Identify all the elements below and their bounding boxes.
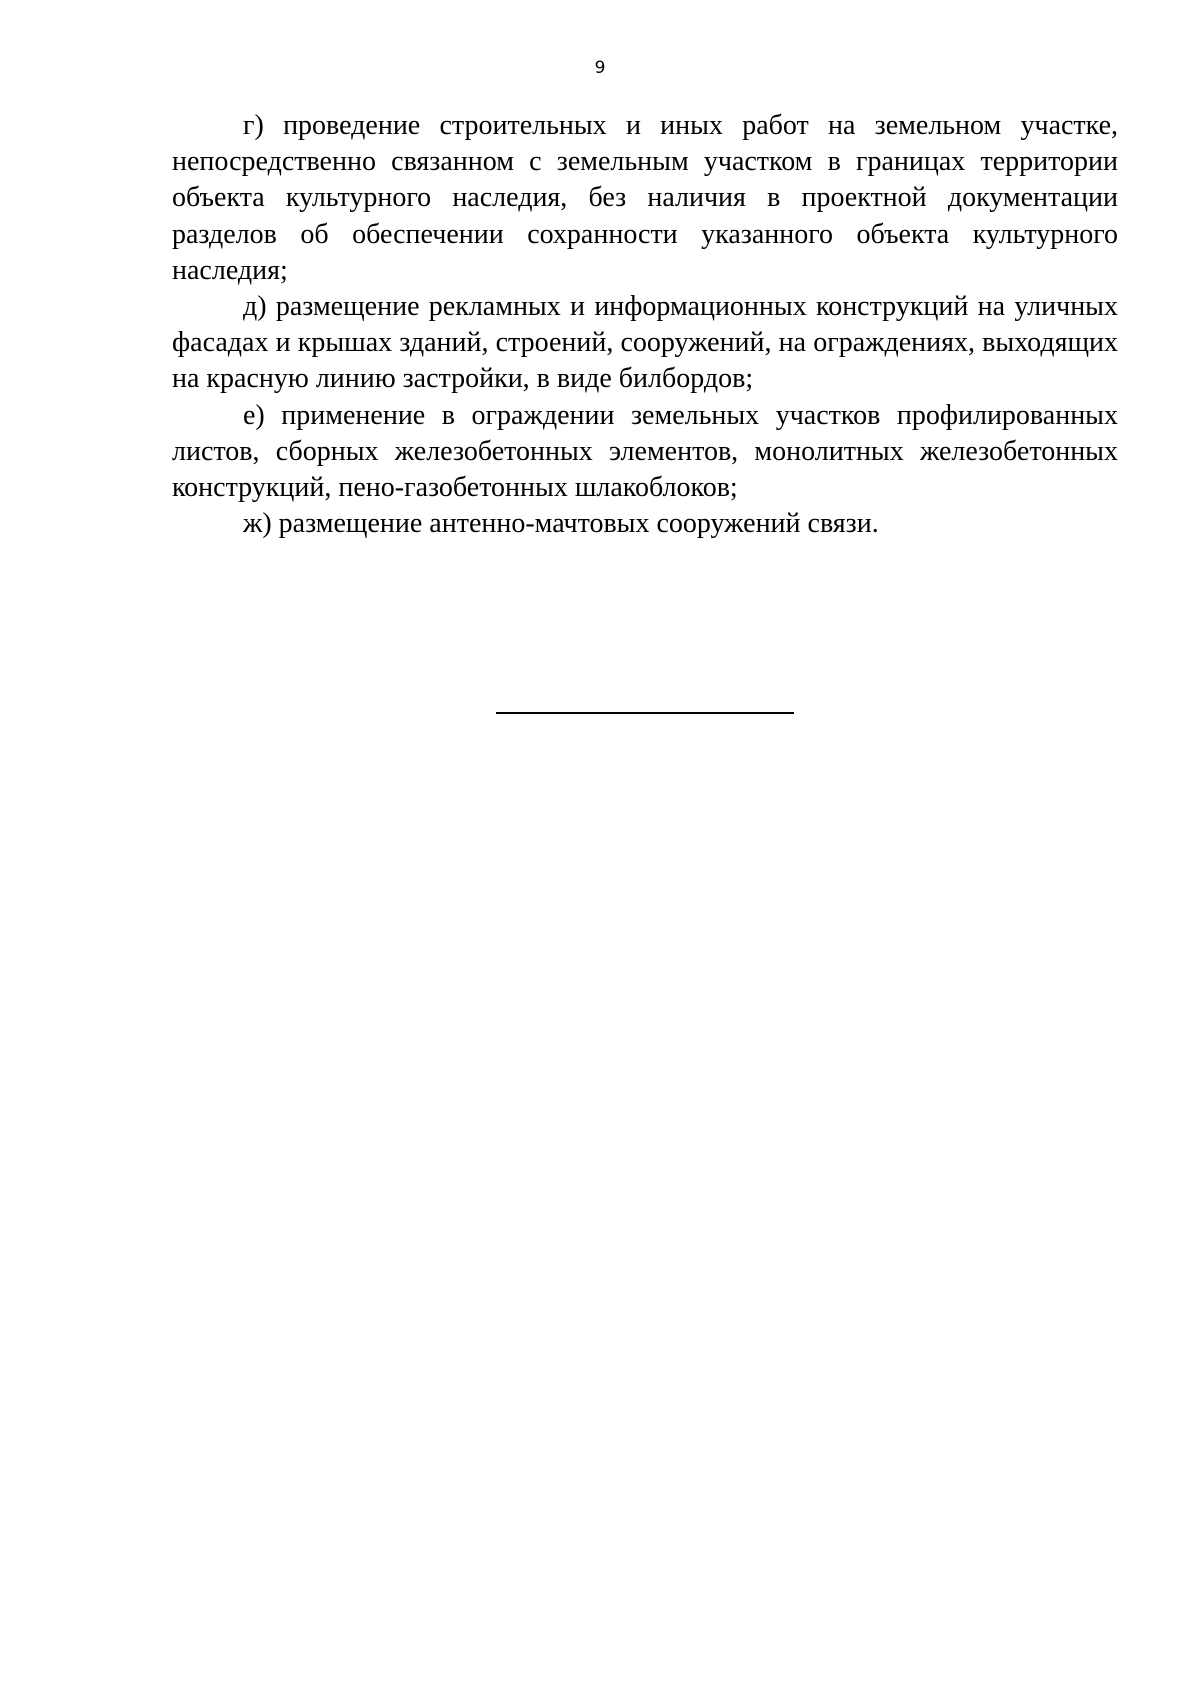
list-item-e: е) применение в ограждении земельных участков профилированных листов, сборных железобетонных элементов, монолитных железобетонных конструкций, пено-газобетонных шлакоблоков; — [172, 399, 1118, 504]
page-number: 9 — [594, 58, 606, 78]
document-body — [172, 108, 1118, 542]
list-item-d: д) размещение рекламных и информационных конструкций на уличных фасадах и крышах зданий, строений, сооружений, на ограждениях, выходящих на красную линию застройки, в виде билбордов; — [172, 291, 1118, 395]
list-item-g: г) проведение строительных и иных работ на земельном участке, непосредственно связанном с земельным участком в границах территории объекта культурного наследия, без наличия в проектной документации разделов об обеспечении сохранности указанного объекта культурного наследия; — [172, 110, 1118, 286]
list-item-zh: ж) размещение антенно-мачтовых сооружений связи. — [243, 508, 879, 540]
end-divider-line — [496, 712, 794, 714]
